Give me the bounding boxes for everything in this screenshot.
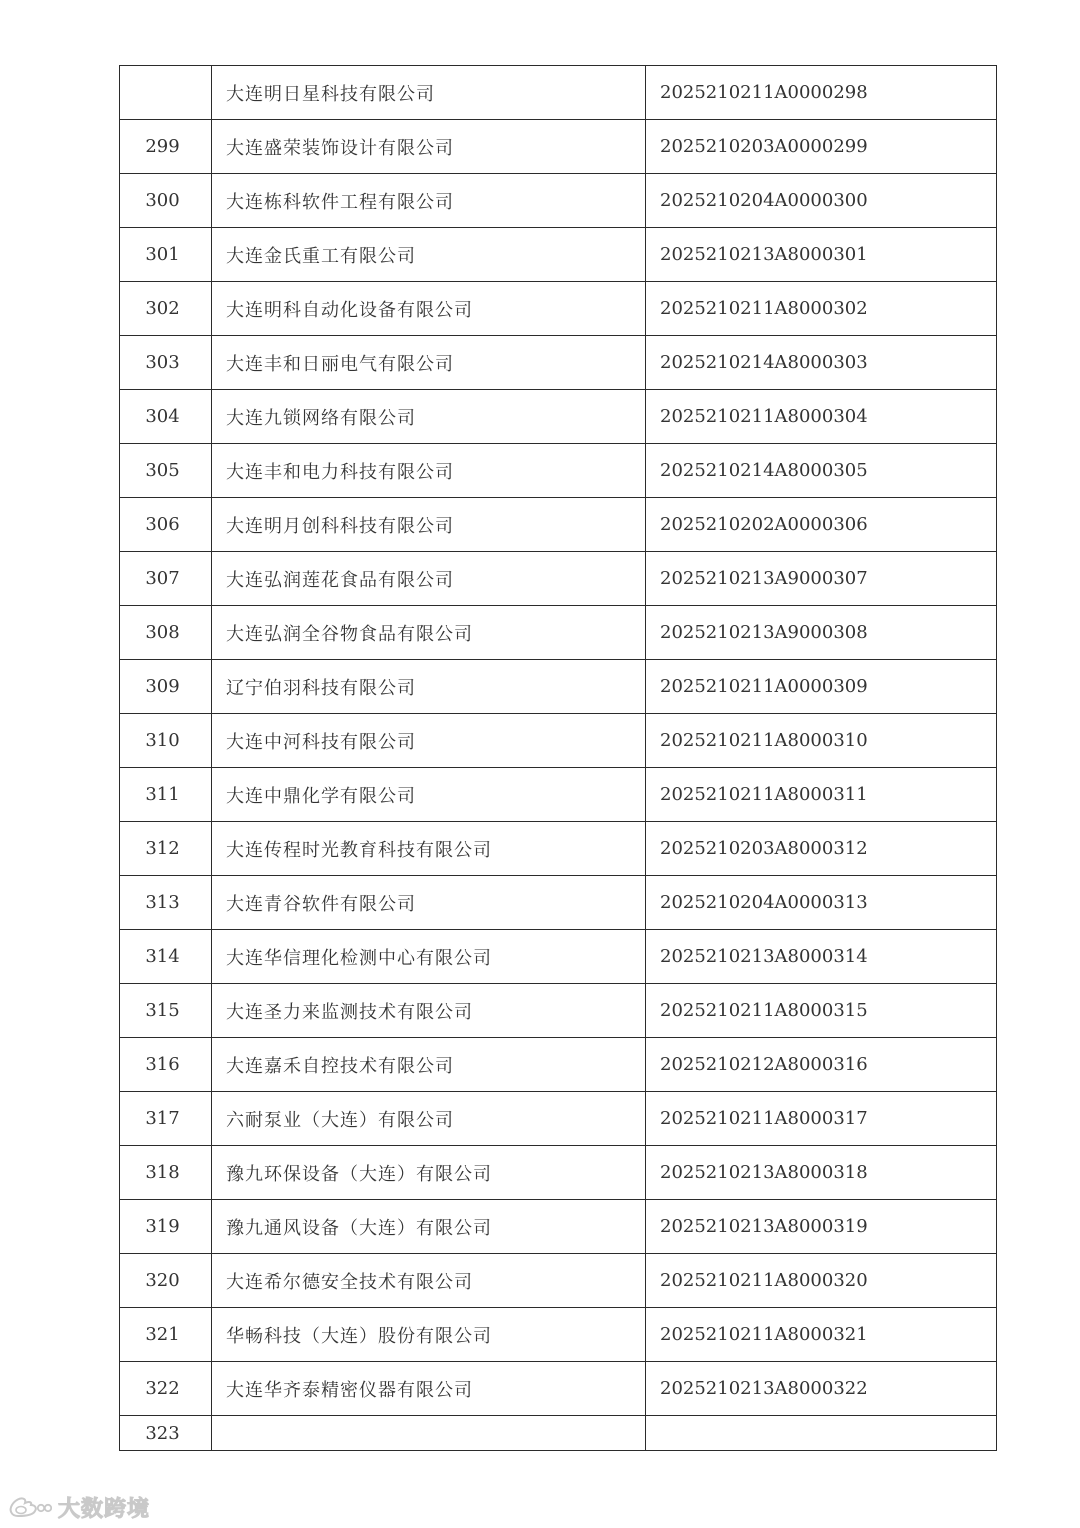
registration-code-cell: 2025210211A0000309 [646,660,997,714]
row-number-cell: 307 [120,552,212,606]
company-name-cell: 大连明日星科技有限公司 [212,66,646,120]
registration-code-cell: 2025210213A8000301 [646,228,997,282]
company-name-cell: 大连盛荣装饰设计有限公司 [212,120,646,174]
company-name-cell: 大连弘润全谷物食品有限公司 [212,606,646,660]
table-row [120,1146,997,1200]
row-number-cell: 306 [120,498,212,552]
company-name-cell: 大连中河科技有限公司 [212,714,646,768]
company-name-cell: 大连弘润莲花食品有限公司 [212,552,646,606]
registration-code-cell: 2025210213A9000308 [646,606,997,660]
registration-code-cell: 2025210211A8000304 [646,390,997,444]
table-row [120,1092,997,1146]
row-number-cell: 308 [120,606,212,660]
table-row [120,714,997,768]
table-row [120,498,997,552]
table-row [120,120,997,174]
registration-code-cell: 2025210211A8000302 [646,282,997,336]
row-number-cell: 312 [120,822,212,876]
registration-code-cell: 2025210202A0000306 [646,498,997,552]
registration-code-cell: 2025210203A8000312 [646,822,997,876]
table-row [120,660,997,714]
registration-code-cell: 2025210211A8000310 [646,714,997,768]
table-row [120,336,997,390]
registration-code-cell: 2025210213A9000307 [646,552,997,606]
registration-code-cell: 2025210204A0000313 [646,876,997,930]
registration-code-cell: 2025210212A8000316 [646,1038,997,1092]
registration-code-cell: 2025210204A0000300 [646,174,997,228]
row-number-cell: 305 [120,444,212,498]
table-row [120,282,997,336]
table-row [120,1308,997,1362]
table-row [120,1038,997,1092]
row-number-cell: 310 [120,714,212,768]
table-body [120,66,997,1451]
watermark-text: 大数跨境 [58,1496,151,1522]
row-number-cell: 300 [120,174,212,228]
company-name-cell: 大连华信理化检测中心有限公司 [212,930,646,984]
company-name-cell: 大连栋科软件工程有限公司 [212,174,646,228]
row-number-cell: 319 [120,1200,212,1254]
watermark [8,1492,150,1522]
registration-code-cell [646,1416,997,1451]
company-registry-table [119,65,997,1451]
registration-code-cell: 2025210214A8000305 [646,444,997,498]
row-number-cell: 304 [120,390,212,444]
company-name-cell: 豫九通风设备（大连）有限公司 [212,1200,646,1254]
registration-code-cell: 2025210213A8000314 [646,930,997,984]
table-row [120,552,997,606]
company-name-cell: 辽宁伯羽科技有限公司 [212,660,646,714]
table-row [120,390,997,444]
company-name-cell: 大连中鼎化学有限公司 [212,768,646,822]
company-name-cell: 大连希尔德安全技术有限公司 [212,1254,646,1308]
row-number-cell: 323 [120,1416,212,1451]
registration-code-cell: 2025210213A8000318 [646,1146,997,1200]
company-name-cell: 大连丰和电力科技有限公司 [212,444,646,498]
table-row [120,1362,997,1416]
company-name-cell [212,1416,646,1451]
row-number-cell: 320 [120,1254,212,1308]
company-name-cell: 大连金氏重工有限公司 [212,228,646,282]
table-row [120,984,997,1038]
registration-code-cell: 2025210211A8000315 [646,984,997,1038]
row-number-cell: 302 [120,282,212,336]
company-name-cell: 大连传程时光教育科技有限公司 [212,822,646,876]
registration-code-cell: 2025210211A8000311 [646,768,997,822]
row-number-cell: 315 [120,984,212,1038]
row-number-cell: 309 [120,660,212,714]
company-name-cell: 大连明科自动化设备有限公司 [212,282,646,336]
registration-code-cell: 2025210211A8000317 [646,1092,997,1146]
row-number-cell: 322 [120,1362,212,1416]
company-name-cell: 大连明月创科科技有限公司 [212,498,646,552]
row-number-cell: 301 [120,228,212,282]
row-number-cell: 317 [120,1092,212,1146]
row-number-cell: 316 [120,1038,212,1092]
row-number-cell: 314 [120,930,212,984]
table-row [120,768,997,822]
registration-code-cell: 2025210211A0000298 [646,66,997,120]
table-row [120,444,997,498]
company-name-cell: 大连圣力来监测技术有限公司 [212,984,646,1038]
table-row [120,1254,997,1308]
table-row [120,930,997,984]
company-name-cell: 大连嘉禾自控技术有限公司 [212,1038,646,1092]
registration-code-cell: 2025210211A8000321 [646,1308,997,1362]
table-row [120,228,997,282]
company-name-cell: 大连丰和日丽电气有限公司 [212,336,646,390]
table-row [120,822,997,876]
company-name-cell: 大连华齐泰精密仪器有限公司 [212,1362,646,1416]
table-row [120,66,997,120]
weibo-logo-icon [8,1494,52,1520]
registration-code-cell: 2025210213A8000322 [646,1362,997,1416]
company-name-cell: 大连青谷软件有限公司 [212,876,646,930]
company-name-cell: 六耐泵业（大连）有限公司 [212,1092,646,1146]
table-row [120,606,997,660]
row-number-cell: 299 [120,120,212,174]
company-name-cell: 华畅科技（大连）股份有限公司 [212,1308,646,1362]
registration-code-cell: 2025210214A8000303 [646,336,997,390]
table-row [120,1200,997,1254]
row-number-cell: 321 [120,1308,212,1362]
table-row [120,174,997,228]
table-row [120,1416,997,1451]
row-number-cell: 318 [120,1146,212,1200]
table-row [120,876,997,930]
row-number-cell: 313 [120,876,212,930]
company-name-cell: 豫九环保设备（大连）有限公司 [212,1146,646,1200]
row-number-cell [120,66,212,120]
row-number-cell: 303 [120,336,212,390]
row-number-cell: 311 [120,768,212,822]
company-name-cell: 大连九锁网络有限公司 [212,390,646,444]
registration-code-cell: 2025210211A8000320 [646,1254,997,1308]
registration-code-cell: 2025210213A8000319 [646,1200,997,1254]
registration-code-cell: 2025210203A0000299 [646,120,997,174]
